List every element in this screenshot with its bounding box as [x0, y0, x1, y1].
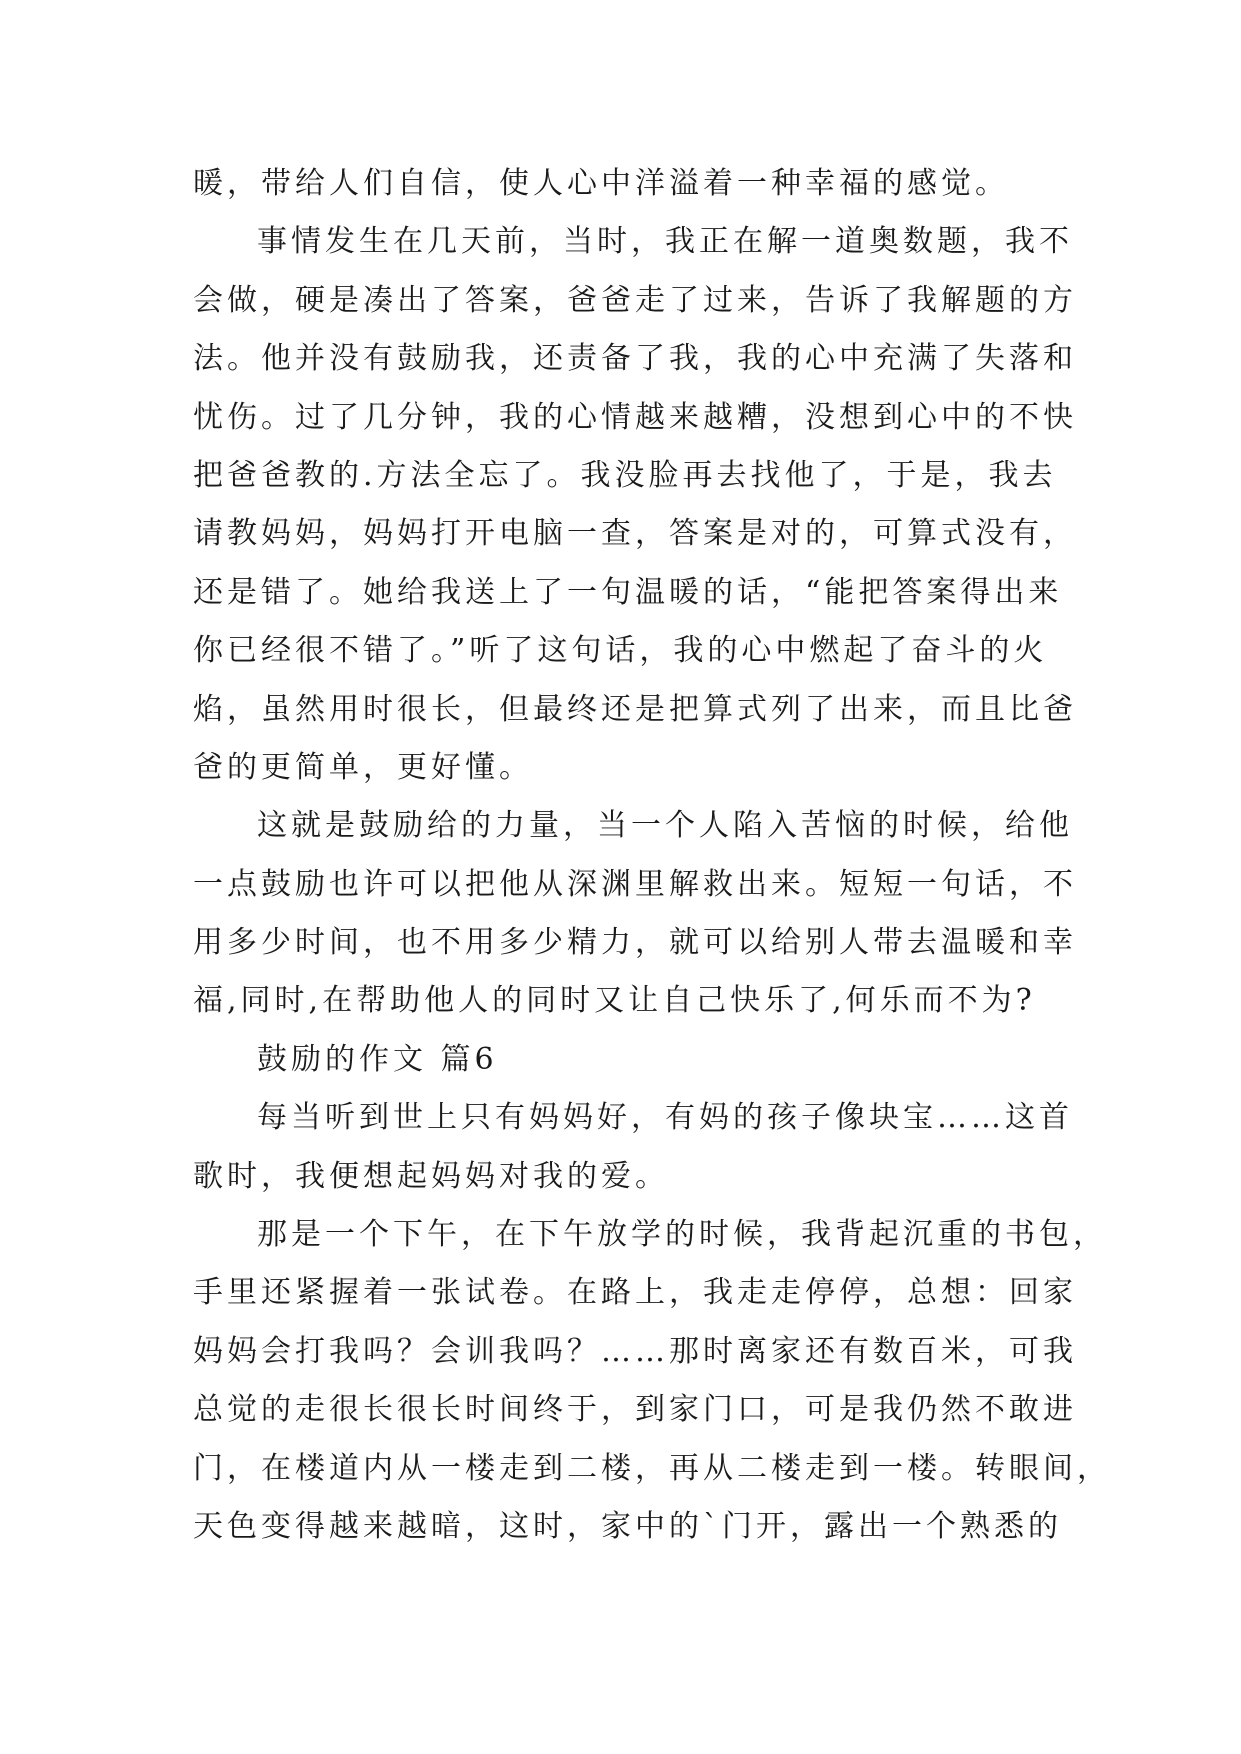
text-line: 福,同时,在帮助他人的同时又让自己快乐了,何乐而不为? [193, 983, 1036, 1019]
text-line: 事情发生在几天前，当时，我正在解一道奥数题，我不 [257, 224, 1073, 260]
text-line: 还是错了。她给我送上了一句温暖的话，“能把答案得出来 [193, 574, 1063, 610]
text-line: 焰，虽然用时很长，但最终还是把算式列了出来，而且比爸 [193, 691, 1077, 727]
text-line: 每当听到世上只有妈妈好，有妈的孩子像块宝……这首 [257, 1100, 1073, 1136]
text-line: 你已经很不错了。”听了这句话，我的心中燃起了奋斗的火 [193, 633, 1048, 669]
text-line: 手里还紧握着一张试卷。在路上，我走走停停，总想：回家 [193, 1275, 1077, 1311]
text-line: 用多少时间，也不用多少精力，就可以给别人带去温暖和幸 [193, 925, 1077, 961]
body-text [193, 155, 1111, 1556]
text-line: 会做，硬是凑出了答案，爸爸走了过来，告诉了我解题的方 [193, 282, 1077, 318]
text-line: 请教妈妈，妈妈打开电脑一查，答案是对的，可算式没有， [193, 516, 1077, 552]
text-line: 爸的更简单，更好懂。 [193, 749, 533, 785]
text-line: 总觉的走很长很长时间终于，到家门口，可是我仍然不敢进 [193, 1392, 1077, 1428]
text-line: 门，在楼道内从一楼走到二楼，再从二楼走到一楼。转眼间， [193, 1450, 1111, 1486]
text-line: 忧伤。过了几分钟，我的心情越来越糟，没想到心中的不快 [193, 399, 1077, 435]
text-line: 这就是鼓励给的力量，当一个人陷入苦恼的时候，给他 [257, 808, 1073, 844]
text-line: 一点鼓励也许可以把他从深渊里解救出来。短短一句话，不 [193, 866, 1077, 902]
text-line: 法。他并没有鼓励我，还责备了我，我的心中充满了失落和 [193, 341, 1077, 377]
text-line: 歌时，我便想起妈妈对我的爱。 [193, 1158, 669, 1194]
text-line: 那是一个下午，在下午放学的时候，我背起沉重的书包， [257, 1217, 1107, 1253]
text-line: 鼓励的作文 篇6 [257, 1041, 498, 1077]
text-line: 天色变得越来越暗，这时，家中的`门开，露出一个熟悉的 [193, 1508, 1062, 1544]
text-line: 妈妈会打我吗？会训我吗？……那时离家还有数百米，可我 [193, 1333, 1077, 1369]
text-line: 把爸爸教的.方法全忘了。我没脸再去找他了，于是，我去 [193, 457, 1057, 493]
text-line: 暖，带给人们自信，使人心中洋溢着一种幸福的感觉。 [193, 166, 1009, 201]
